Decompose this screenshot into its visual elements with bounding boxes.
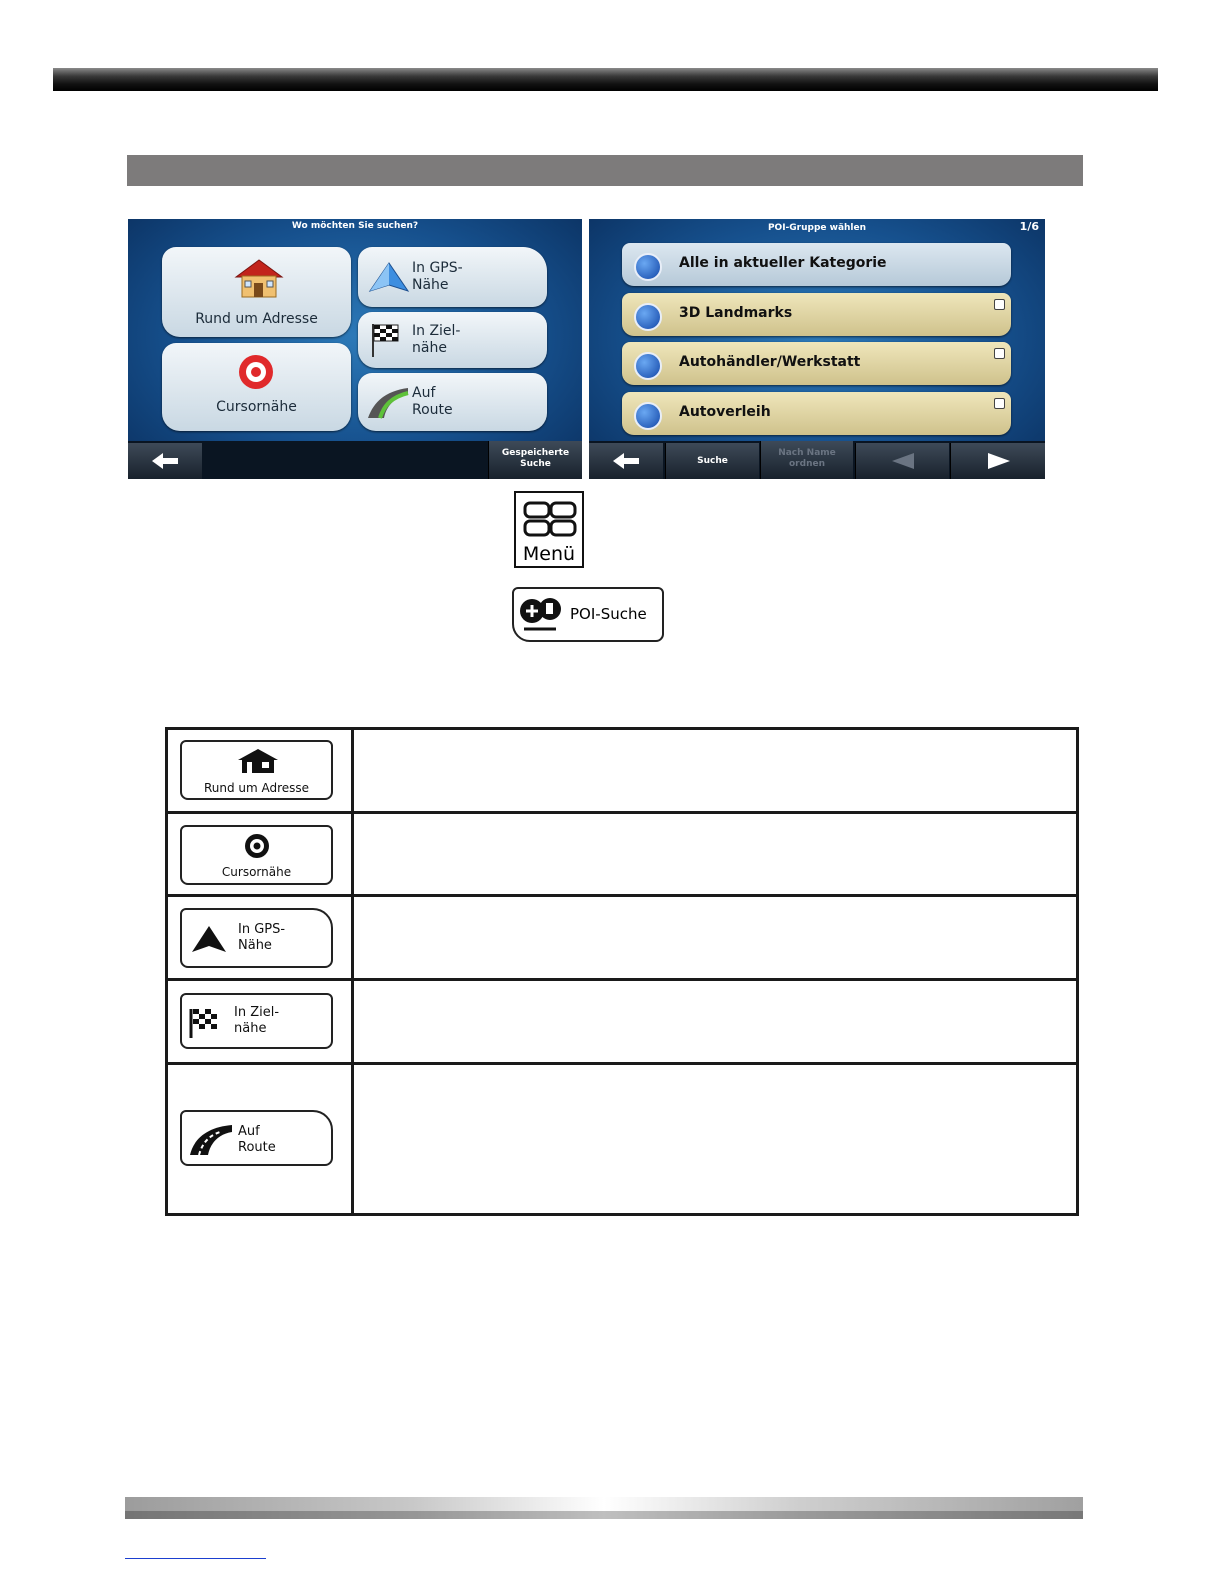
auf-route-button-icon: Auf Route: [180, 1110, 333, 1166]
footer-link-line: [125, 1558, 266, 1559]
landmark-icon: [634, 303, 662, 331]
table-row: [167, 729, 1078, 813]
car-rental-icon: [634, 402, 662, 430]
header-bar: [53, 68, 1158, 91]
poi-search-label: POI-Suche: [570, 605, 647, 623]
table-row: [167, 980, 1078, 1064]
screen-poi-group: [589, 219, 1045, 479]
table-row: [167, 896, 1078, 980]
car-service-icon: [634, 352, 662, 380]
search-button[interactable]: Suche: [665, 443, 759, 479]
option-description-cell: [353, 1064, 1078, 1215]
menu-label: Menü: [522, 543, 576, 565]
menu-grid-icon: [523, 501, 577, 537]
tile-label: In GPS- Nähe: [412, 260, 463, 293]
option-description-cell: [353, 896, 1078, 980]
option-icon-cell: [167, 813, 353, 896]
next-page-button[interactable]: [950, 443, 1045, 479]
tile-label: In Ziel- nähe: [412, 323, 461, 356]
option-description-cell: [353, 813, 1078, 896]
table-row: [167, 813, 1078, 896]
cursornaehe-button-icon: Cursornähe: [180, 825, 333, 885]
gps-arrow-icon: [190, 924, 228, 954]
triangle-left-icon: [890, 451, 916, 471]
table-row: [167, 1064, 1078, 1215]
list-item[interactable]: Alle in aktueller Kategorie: [622, 243, 1011, 286]
poi-icon: [518, 595, 568, 635]
screen-title: POI-Gruppe wählen: [767, 223, 867, 233]
saved-search-button[interactable]: Gespeicherte Suche: [488, 441, 582, 479]
option-description-cell: [353, 980, 1078, 1064]
option-icon-cell: [167, 980, 353, 1064]
back-button[interactable]: [128, 443, 202, 479]
screen-search-location: [128, 219, 582, 479]
target-icon: [237, 353, 275, 391]
arrow-left-icon: [150, 451, 180, 471]
rund-um-adresse-button-icon: Rund um Adresse: [180, 740, 333, 800]
triangle-right-icon: [986, 451, 1012, 471]
checkered-flag-icon: [370, 322, 400, 358]
tile-label: Rund um Adresse: [195, 311, 318, 327]
road-icon: [188, 1122, 234, 1156]
road-icon: [366, 385, 410, 419]
screen-bottom-bar: [128, 441, 582, 479]
tile-gps-naehe[interactable]: [358, 247, 547, 307]
house-icon: [232, 257, 286, 299]
section-heading-band: [127, 155, 1083, 186]
screen-bottom-bar: [589, 441, 1045, 479]
checkbox[interactable]: [994, 398, 1005, 409]
checkbox[interactable]: [994, 348, 1005, 359]
ziel-naehe-button-icon: In Ziel- nähe: [180, 993, 333, 1049]
tile-label: Auf Route: [412, 385, 453, 418]
tile-ziel-naehe[interactable]: [358, 312, 547, 368]
checkered-flag-icon: [188, 1005, 224, 1039]
back-button[interactable]: [589, 443, 663, 479]
list-item[interactable]: Autohändler/Werkstatt: [622, 342, 1011, 385]
footer-bar: [125, 1497, 1083, 1519]
option-description-cell: [353, 729, 1078, 813]
layers-icon: [634, 253, 662, 281]
tile-cursornaehe[interactable]: [162, 343, 351, 431]
arrow-left-icon: [611, 451, 641, 471]
sort-by-name-button[interactable]: Nach Name ordnen: [760, 441, 853, 479]
gps-naehe-button-icon: In GPS- Nähe: [180, 908, 333, 968]
tile-label: Cursornähe: [216, 399, 297, 415]
screen-title: Wo möchten Sie suchen?: [291, 221, 419, 231]
list-item[interactable]: Autoverleih: [622, 392, 1011, 435]
prev-page-button[interactable]: [855, 443, 949, 479]
page-indicator: 1/6: [1019, 220, 1039, 233]
house-icon: [236, 748, 280, 774]
option-icon-cell: [167, 1064, 353, 1215]
tile-auf-route[interactable]: [358, 373, 547, 431]
menu-button-illustration: [514, 491, 584, 568]
gps-arrow-icon: [368, 261, 410, 293]
search-options-table: [165, 727, 1079, 1216]
target-icon: [244, 833, 270, 859]
poi-search-button-illustration: [512, 587, 664, 642]
checkbox[interactable]: [994, 299, 1005, 310]
list-item[interactable]: 3D Landmarks: [622, 293, 1011, 336]
option-icon-cell: [167, 896, 353, 980]
option-icon-cell: [167, 729, 353, 813]
tile-rund-um-adresse[interactable]: [162, 247, 351, 337]
